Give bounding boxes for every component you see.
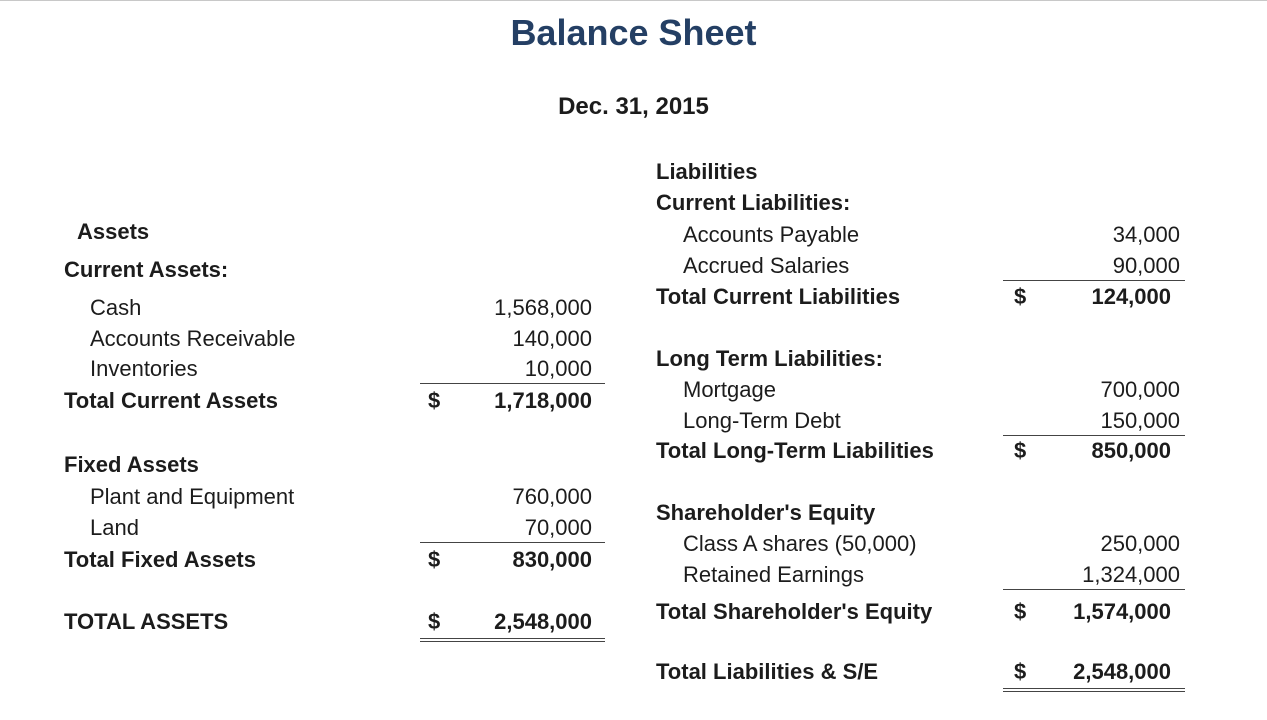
liabilities-heading: Liabilities xyxy=(656,159,758,184)
long-term-liabilities-heading: Long Term Liabilities: xyxy=(656,346,883,371)
asset-label-receivable: Accounts Receivable xyxy=(90,326,296,351)
dollar-sign: $ xyxy=(1014,438,1027,463)
subtotal-rule xyxy=(1003,589,1185,590)
asset-label-inventories: Inventories xyxy=(90,356,198,381)
total-current-assets-value: 1,718,000 xyxy=(494,388,592,413)
asset-value-cash: 1,568,000 xyxy=(494,295,592,320)
fixed-assets-heading: Fixed Assets xyxy=(64,452,199,477)
current-assets-heading: Current Assets: xyxy=(64,257,229,282)
liability-value-mortgage: 700,000 xyxy=(1100,377,1180,402)
subtotal-rule xyxy=(420,383,605,384)
double-underline xyxy=(420,638,605,642)
total-equity-value: 1,574,000 xyxy=(1073,599,1171,624)
asset-value-land: 70,000 xyxy=(524,515,592,540)
liability-value-long-term-debt: 150,000 xyxy=(1100,408,1180,433)
liability-label-salaries: Accrued Salaries xyxy=(683,253,850,278)
asset-label-land: Land xyxy=(90,515,139,540)
liability-label-mortgage: Mortgage xyxy=(683,377,776,402)
dollar-sign: $ xyxy=(1014,659,1027,684)
equity-label-retained: Retained Earnings xyxy=(683,562,865,587)
asset-value-receivable: 140,000 xyxy=(512,326,592,351)
subtotal-rule xyxy=(1003,280,1185,281)
asset-label-plant: Plant and Equipment xyxy=(90,484,295,509)
equity-value-retained: 1,324,000 xyxy=(1082,562,1180,587)
liability-label-payable: Accounts Payable xyxy=(683,222,860,247)
total-liabilities-se-value: 2,548,000 xyxy=(1073,659,1171,684)
asset-value-plant: 760,000 xyxy=(512,484,592,509)
dollar-sign: $ xyxy=(428,609,441,634)
asset-label-cash: Cash xyxy=(90,295,142,320)
equity-label-class-a: Class A shares (50,000) xyxy=(683,531,917,556)
double-underline xyxy=(1003,688,1185,692)
report-date: Dec. 31, 2015 xyxy=(558,93,709,120)
total-long-term-liabilities-label: Total Long-Term Liabilities xyxy=(656,438,934,463)
liability-value-salaries: 90,000 xyxy=(1112,253,1180,278)
total-equity-label: Total Shareholder's Equity xyxy=(656,599,933,624)
total-liabilities-se-label: Total Liabilities & S/E xyxy=(656,659,879,684)
dollar-sign: $ xyxy=(1014,599,1027,624)
dollar-sign: $ xyxy=(428,388,441,413)
subtotal-rule xyxy=(420,542,605,543)
top-border xyxy=(0,0,1267,1)
subtotal-rule xyxy=(1003,435,1185,436)
equity-value-class-a: 250,000 xyxy=(1100,531,1180,556)
total-current-liabilities-label: Total Current Liabilities xyxy=(656,284,901,309)
equity-heading: Shareholder's Equity xyxy=(656,500,876,525)
liability-label-long-term-debt: Long-Term Debt xyxy=(683,408,841,433)
total-assets-label: TOTAL ASSETS xyxy=(64,609,229,634)
total-current-assets-label: Total Current Assets xyxy=(64,388,278,413)
total-assets-value: 2,548,000 xyxy=(494,609,592,634)
total-fixed-assets-label: Total Fixed Assets xyxy=(64,547,256,572)
total-fixed-assets-value: 830,000 xyxy=(512,547,592,572)
dollar-sign: $ xyxy=(428,547,441,572)
total-current-liabilities-value: 124,000 xyxy=(1091,284,1171,309)
dollar-sign: $ xyxy=(1014,284,1027,309)
current-liabilities-heading: Current Liabilities: xyxy=(656,190,851,215)
page-title: Balance Sheet xyxy=(510,12,757,53)
asset-value-inventories: 10,000 xyxy=(524,356,592,381)
assets-heading: Assets xyxy=(77,219,150,244)
liability-value-payable: 34,000 xyxy=(1112,222,1180,247)
total-long-term-liabilities-value: 850,000 xyxy=(1091,438,1171,463)
